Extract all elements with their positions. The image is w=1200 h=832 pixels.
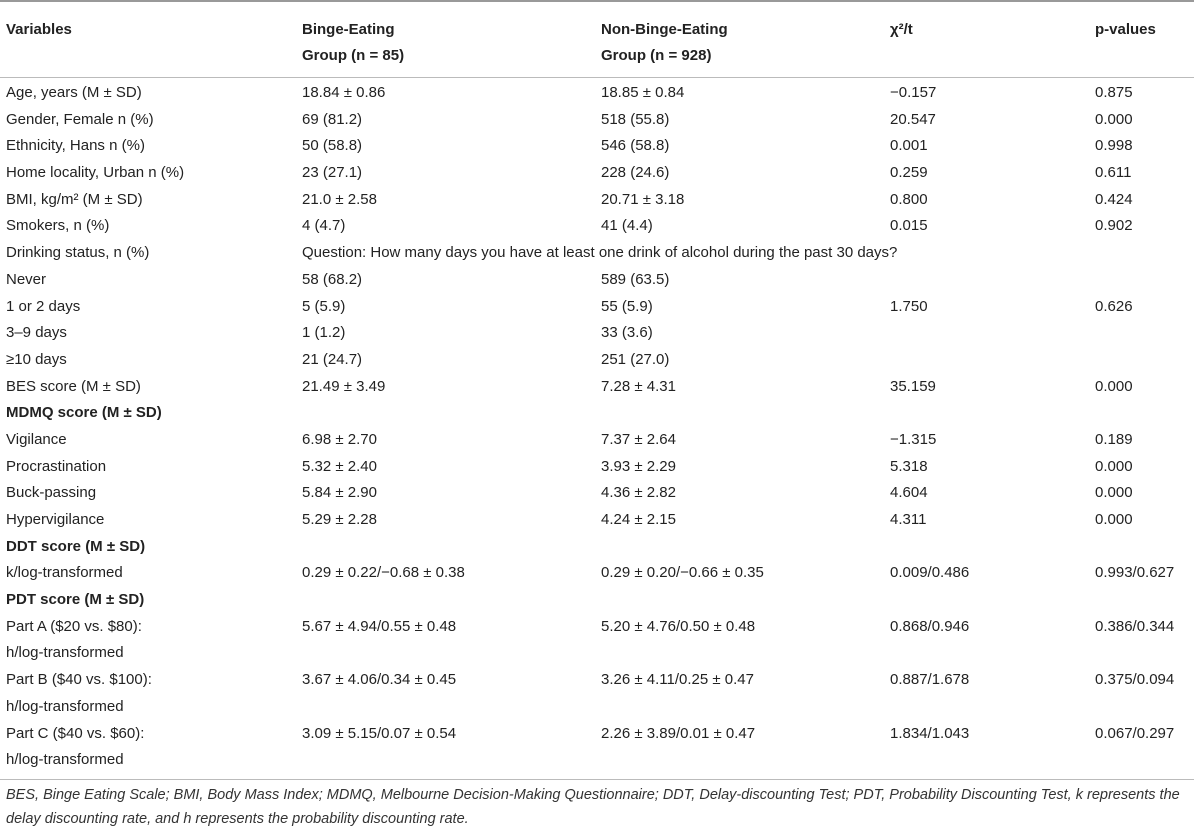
cell-stat: 35.159 — [890, 377, 936, 395]
table-row — [0, 560, 1200, 587]
header-nonbinge-line1: Non-Binge-Eating — [601, 21, 728, 38]
cell-nonbinge: 3.93 ± 2.29 — [601, 457, 676, 475]
header-binge-line1: Binge-Eating — [302, 21, 395, 38]
cell-variable: Never — [6, 270, 47, 288]
cell-variable: MDMQ score (M ± SD) — [6, 404, 162, 422]
cell-binge: 5.84 ± 2.90 — [302, 484, 377, 502]
cell-stat: −0.157 — [890, 84, 937, 101]
header-variables: Variables — [6, 21, 72, 38]
cell-pvalue: 0.189 — [1095, 430, 1133, 448]
cell-variable: Vigilance — [6, 430, 67, 448]
cell-pvalue: 0.386/0.344 — [1095, 617, 1175, 635]
cell-pvalue: 0.375/0.094 — [1095, 671, 1175, 689]
cell-stat: 0.887/1.678 — [890, 671, 970, 689]
cell-nonbinge: 546 (58.8) — [601, 137, 670, 155]
table-row — [0, 80, 1200, 107]
cell-binge: 4 (4.7) — [302, 217, 346, 235]
table-row — [0, 267, 1200, 294]
cell-pvalue: 0.000 — [1095, 457, 1133, 475]
table-row — [0, 534, 1200, 561]
cell-pvalue: 0.000 — [1095, 377, 1133, 395]
cell-variable: Gender, Female n (%) — [6, 110, 154, 128]
cell-stat: 0.800 — [890, 190, 928, 208]
cell-pvalue: 0.626 — [1095, 297, 1133, 315]
table-row — [0, 320, 1200, 347]
cell-binge: 3.67 ± 4.06/0.34 ± 0.45 — [302, 671, 457, 689]
table-row — [0, 294, 1200, 321]
cell-binge: 58 (68.2) — [302, 270, 363, 288]
cell-variable: BES score (M ± SD) — [6, 377, 141, 395]
cell-stat: 1.750 — [890, 297, 928, 315]
cell-binge: 6.98 ± 2.70 — [302, 430, 377, 448]
cell-variable: h/log-transformed — [6, 697, 124, 715]
cell-binge: 3.09 ± 5.15/0.07 ± 0.54 — [302, 724, 457, 742]
cell-pvalue: 0.067/0.297 — [1095, 724, 1175, 742]
cell-variable: Home locality, Urban n (%) — [6, 164, 185, 182]
cell-variable: Smokers, n (%) — [6, 217, 110, 235]
cell-variable: DDT score (M ± SD) — [6, 537, 146, 555]
cell-variable: h/log-transformed — [6, 751, 124, 769]
cell-stat: 1.834/1.043 — [890, 724, 970, 742]
cell-stat: 5.318 — [890, 457, 928, 475]
cell-binge: 69 (81.2) — [302, 110, 363, 128]
cell-nonbinge: 33 (3.6) — [601, 324, 653, 342]
cell-variable: Hypervigilance — [6, 511, 105, 528]
header-nonbinge-group — [601, 17, 728, 69]
header-binge-line2: Group (n = 85) — [302, 47, 405, 64]
cell-variable: k/log-transformed — [6, 564, 123, 582]
table-row — [0, 507, 1200, 534]
table-row — [0, 133, 1200, 160]
cell-stat: 0.001 — [890, 137, 928, 155]
cell-nonbinge: 589 (63.5) — [601, 270, 670, 288]
cell-stat: 20.547 — [890, 110, 936, 128]
cell-nonbinge: 518 (55.8) — [601, 110, 670, 128]
cell-variable: PDT score (M ± SD) — [6, 591, 145, 609]
table-row — [0, 640, 1200, 667]
cell-pvalue: 0.998 — [1095, 137, 1133, 155]
table-row — [0, 667, 1200, 694]
cell-stat: 4.604 — [890, 484, 928, 502]
cell-nonbinge: 5.20 ± 4.76/0.50 ± 0.48 — [601, 617, 756, 635]
cell-variable: 1 or 2 days — [6, 297, 81, 315]
table-row — [0, 694, 1200, 721]
cell-pvalue: 0.424 — [1095, 190, 1133, 208]
table-footnote: BES, Binge Eating Scale; BMI, Body Mass Index; MDMQ, Melbourne Decision-Making Questionnaire; DDT, Delay-discounting Test; PDT, Probability Discounting Test, k represents the delay discounting rate, and h represents the probability discounting rate. — [6, 787, 1180, 827]
header-stat: χ²/t — [890, 21, 913, 38]
table-row — [0, 374, 1200, 401]
cell-nonbinge: 20.71 ± 3.18 — [601, 190, 685, 208]
table-row — [0, 400, 1200, 427]
cell-pvalue: 0.993/0.627 — [1095, 564, 1175, 582]
cell-nonbinge: 55 (5.9) — [601, 297, 653, 315]
table-row — [0, 160, 1200, 187]
table-top-rule — [0, 0, 1194, 2]
cell-binge: 5.32 ± 2.40 — [302, 457, 377, 475]
cell-stat: 4.311 — [890, 511, 927, 528]
cell-pvalue: 0.902 — [1095, 217, 1133, 235]
cell-binge: 5.67 ± 4.94/0.55 ± 0.48 — [302, 617, 457, 635]
cell-binge: 18.84 ± 0.86 — [302, 84, 386, 101]
cell-nonbinge: 18.85 ± 0.84 — [601, 84, 685, 101]
cell-variable: Part A ($20 vs. $80): — [6, 617, 142, 635]
cell-variable: Drinking status, n (%) — [6, 244, 150, 262]
table-row — [0, 721, 1200, 748]
cell-stat: 0.259 — [890, 164, 928, 182]
cell-stat: −1.315 — [890, 430, 937, 448]
cell-pvalue: 0.000 — [1095, 511, 1133, 528]
cell-binge: 1 (1.2) — [302, 324, 346, 342]
cell-nonbinge: 41 (4.4) — [601, 217, 653, 235]
cell-pvalue: 0.000 — [1095, 110, 1133, 128]
cell-variable: 3–9 days — [6, 324, 67, 342]
cell-stat: 0.868/0.946 — [890, 617, 970, 635]
table-row — [0, 187, 1200, 214]
cell-nonbinge: 4.36 ± 2.82 — [601, 484, 676, 502]
cell-variable: Part C ($40 vs. $60): — [6, 724, 145, 742]
cell-pvalue: 0.611 — [1095, 164, 1132, 182]
cell-binge: 50 (58.8) — [302, 137, 363, 155]
header-nonbinge-line2: Group (n = 928) — [601, 47, 712, 64]
cell-stat: 0.015 — [890, 217, 928, 235]
table-row — [0, 587, 1200, 614]
cell-pvalue: 0.000 — [1095, 484, 1133, 502]
cell-pvalue: 0.875 — [1095, 84, 1133, 101]
cell-nonbinge: 228 (24.6) — [601, 164, 670, 182]
cell-variable: ≥10 days — [6, 350, 67, 368]
cell-binge: 5 (5.9) — [302, 297, 346, 315]
cell-variable: h/log-transformed — [6, 644, 124, 662]
table-row — [0, 480, 1200, 507]
table-row — [0, 614, 1200, 641]
cell-variable: Procrastination — [6, 457, 107, 475]
table-header-rule — [0, 77, 1194, 78]
cell-spanning-question: Question: How many days you have at least one drink of alcohol during the past 30 days? — [302, 244, 898, 262]
header-binge-group — [302, 17, 404, 69]
table-row — [0, 427, 1200, 454]
table-row — [0, 454, 1200, 481]
cell-variable: BMI, kg/m² (M ± SD) — [6, 190, 143, 208]
table-row — [0, 747, 1200, 774]
cell-binge: 0.29 ± 0.22/−0.68 ± 0.38 — [302, 564, 465, 582]
cell-nonbinge: 4.24 ± 2.15 — [601, 511, 676, 528]
cell-variable: Ethnicity, Hans n (%) — [6, 137, 145, 155]
cell-nonbinge: 251 (27.0) — [601, 350, 670, 368]
table-row — [0, 213, 1200, 240]
cell-binge: 23 (27.1) — [302, 164, 363, 182]
cell-nonbinge: 0.29 ± 0.20/−0.66 ± 0.35 — [601, 564, 764, 582]
table-bottom-rule — [0, 779, 1194, 780]
table-body — [0, 80, 1200, 774]
header-pvalues: p-values — [1095, 21, 1156, 38]
cell-nonbinge: 7.37 ± 2.64 — [601, 430, 676, 448]
cell-variable: Part B ($40 vs. $100): — [6, 671, 152, 689]
cell-nonbinge: 3.26 ± 4.11/0.25 ± 0.47 — [601, 671, 754, 689]
cell-stat: 0.009/0.486 — [890, 564, 970, 582]
table-row — [0, 107, 1200, 134]
table-row — [0, 240, 1200, 267]
cell-variable: Age, years (M ± SD) — [6, 84, 142, 101]
cell-nonbinge: 2.26 ± 3.89/0.01 ± 0.47 — [601, 724, 756, 742]
cell-binge: 21.0 ± 2.58 — [302, 190, 377, 208]
cell-binge: 21.49 ± 3.49 — [302, 377, 386, 395]
cell-binge: 21 (24.7) — [302, 350, 363, 368]
cell-binge: 5.29 ± 2.28 — [302, 511, 377, 528]
cell-nonbinge: 7.28 ± 4.31 — [601, 377, 676, 395]
table-row — [0, 347, 1200, 374]
cell-variable: Buck-passing — [6, 484, 97, 502]
